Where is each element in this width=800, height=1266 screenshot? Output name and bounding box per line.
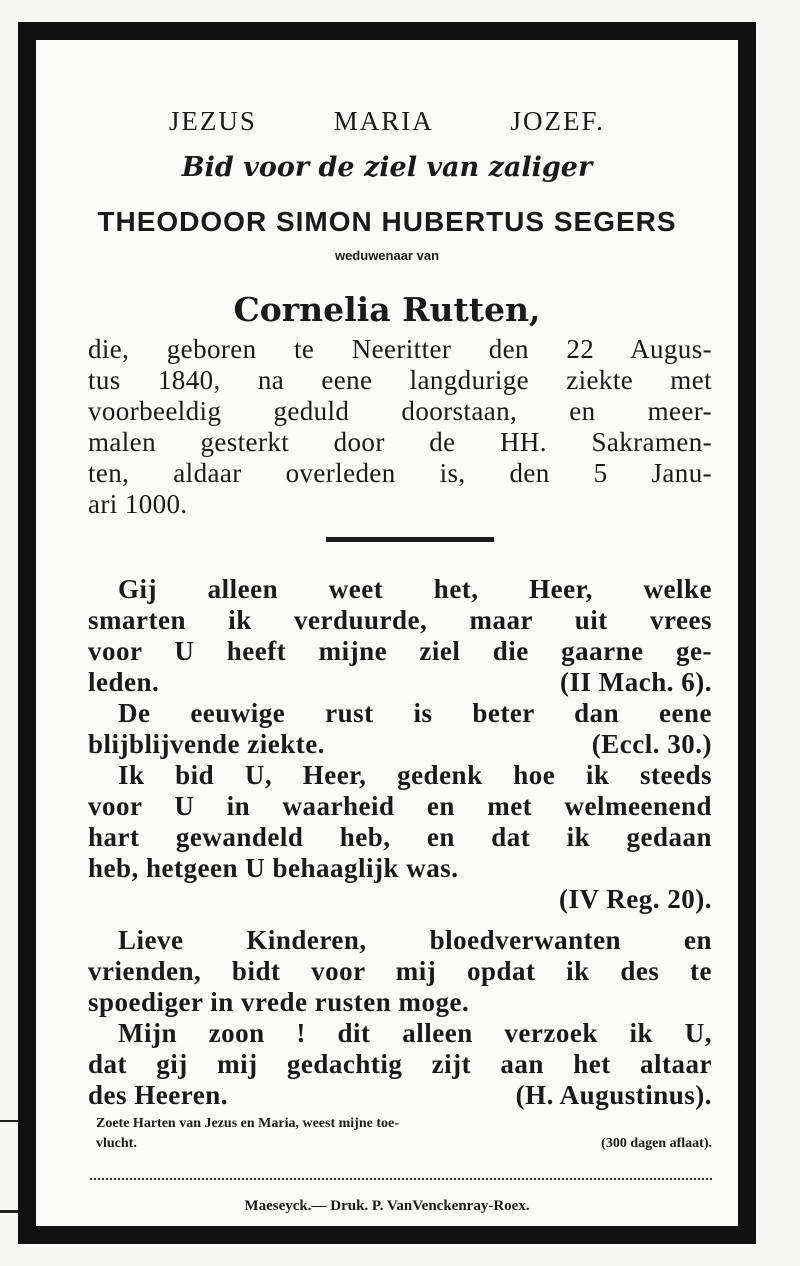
quote-reference: (Eccl. 30.) (591, 729, 712, 759)
invocation-footer (96, 1114, 712, 1154)
deceased-name: THEODOOR SIMON HUBERTUS SEGERS (97, 206, 677, 237)
indulgence-note: (300 dagen aflaat). (601, 1136, 712, 1151)
quote-line: leden. (88, 667, 160, 697)
quote-line: blijblijvende ziekte. (88, 729, 325, 759)
invocation-text: Zoete Harten van Jezus en Maria, weest mijne toe- (96, 1116, 399, 1131)
name-maria: MARIA (333, 106, 434, 136)
quote-line: Ik bid U, Heer, gedenk hoe ik steeds (118, 760, 712, 790)
invocation-line (96, 1134, 712, 1154)
quote-line: hart gewandeld heb, en dat ik gedaan (88, 822, 712, 852)
invocation-text: vlucht. (96, 1136, 137, 1151)
quote-line: De eeuwige rust is beter dan eene (118, 698, 712, 728)
memorial-card-body (36, 40, 738, 1226)
memorial-card (18, 22, 756, 1244)
bio-line: voorbeeldig geduld doorstaan, en meer- (88, 396, 712, 426)
quote-line: smarten ik verduurde, maar uit vrees (88, 605, 712, 635)
bio-line: die, geboren te Neeritter den 22 Augus- (88, 334, 712, 364)
quote-line: voor U heeft mijne ziel die gaarne ge- (88, 636, 712, 666)
quote-line-with-ref (88, 1080, 712, 1111)
bio-line: tus 1840, na eene langdurige ziekte met (88, 365, 712, 395)
biography-text (88, 334, 712, 520)
printer-imprint: Maeseyck.— Druk. P. VanVenckenray-Roex. (244, 1198, 530, 1214)
relation-label: weduwenaar van (334, 248, 440, 263)
quote-line: dat gij mij gedachtig zijt aan het altaar (88, 1049, 712, 1079)
name-jezus: JEZUS (168, 106, 257, 136)
quote-line-with-ref (88, 729, 712, 760)
bio-line: malen gesterkt door de HH. Sakramen- (88, 427, 712, 457)
quote-line: voor U in waarheid en met welmeenend (88, 791, 712, 821)
bio-line: ten, aldaar overleden is, den 5 Janu- (88, 458, 712, 488)
section-divider (326, 537, 494, 542)
quote-line: des Heeren. (88, 1080, 228, 1110)
quote-reference: (IV Reg. 20). (559, 884, 712, 914)
scripture-quotes (88, 574, 712, 1111)
quote-line-with-ref (88, 667, 712, 698)
prayer-intro: Bid voor de ziel van zaliger (181, 152, 593, 183)
quote-line: Lieve Kinderen, bloedverwanten en (118, 925, 712, 955)
bio-line: ari 1000. (88, 489, 188, 519)
spouse-name: Cornelia Rutten, (233, 290, 541, 329)
quote-line: heb, hetgeen U behaaglijk was. (88, 853, 459, 883)
quote-line: spoediger in vrede rusten moge. (88, 987, 470, 1017)
quote-line: vrienden, bidt voor mij opdat ik des te (88, 956, 712, 986)
footer-divider (90, 1178, 712, 1180)
quote-reference: (II Mach. 6). (560, 667, 712, 697)
quote-line: Gij alleen weet het, Heer, welke (118, 574, 712, 604)
invocation-line (96, 1114, 712, 1134)
quote-reference: (H. Augustinus). (515, 1080, 712, 1110)
holy-names-header (36, 106, 738, 137)
quote-line: Mijn zoon ! dit alleen verzoek ik U, (118, 1018, 712, 1048)
name-jozef: JOZEF. (510, 106, 606, 136)
